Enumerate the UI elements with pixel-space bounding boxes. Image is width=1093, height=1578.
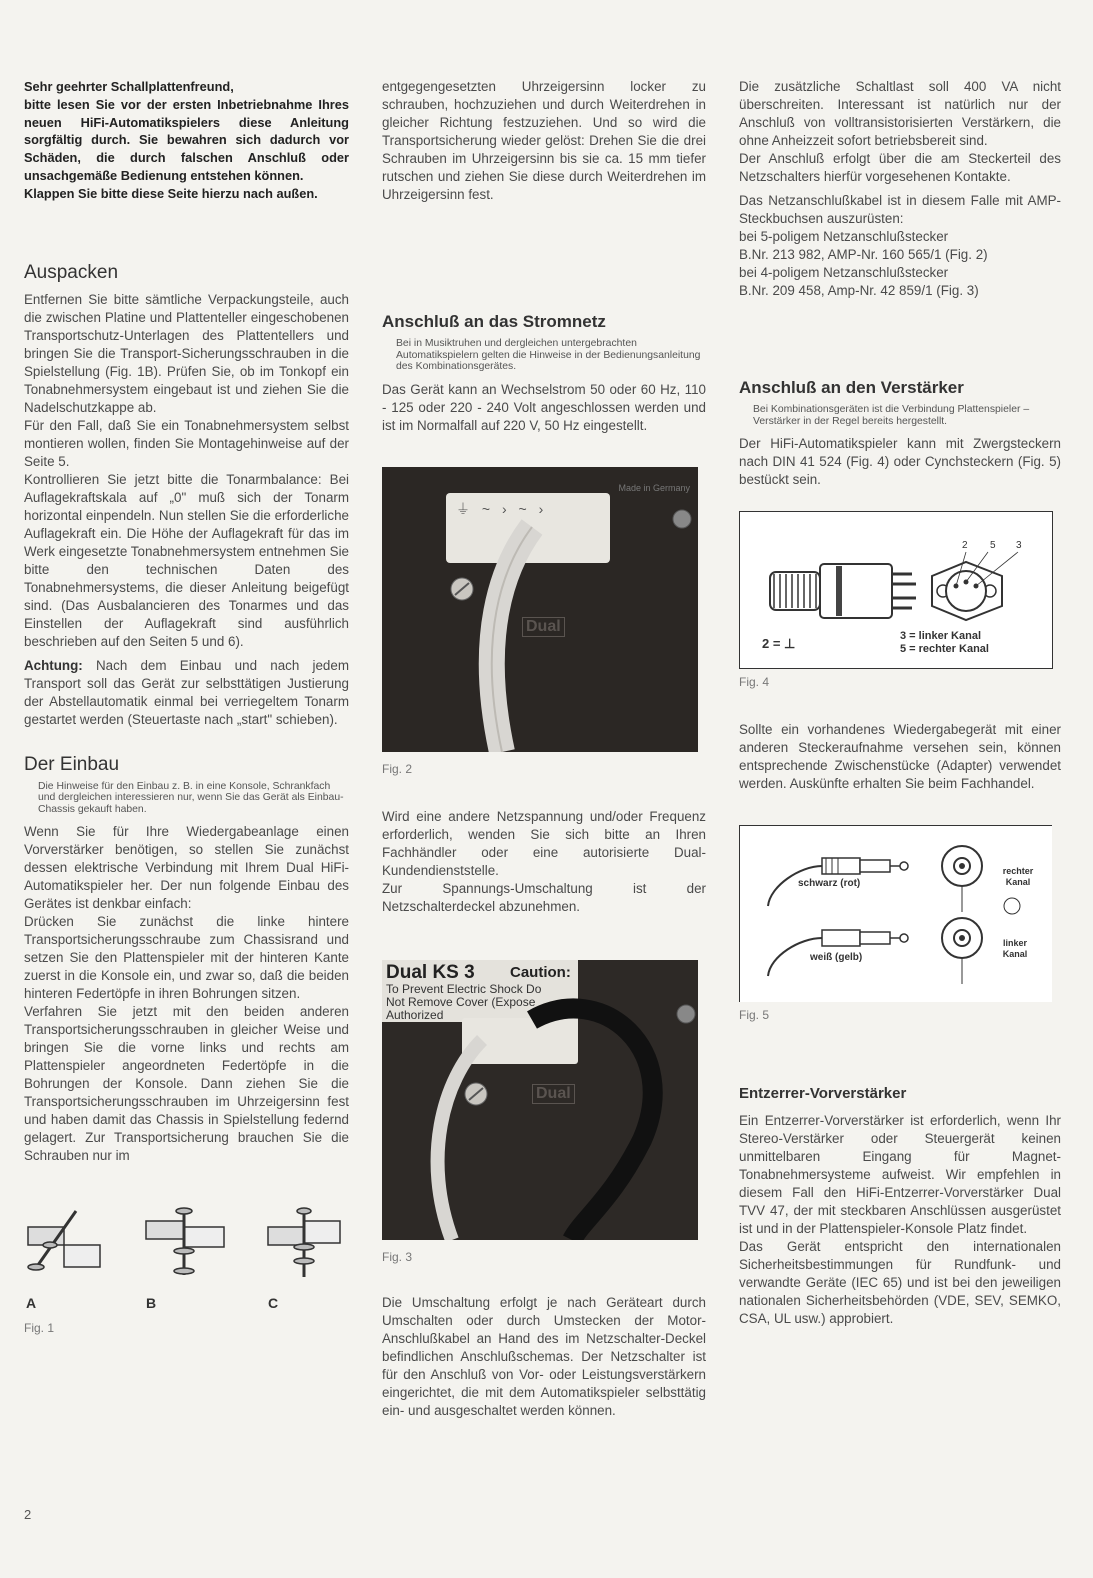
intro-instruction: Klappen Sie bitte diese Seite hierzu nach außen. <box>24 185 318 201</box>
strom-note: Bei in Musiktruhen und dergleichen untergebrachten Automatikspielern gelten die Hinweise in der Bedienungsanleitung des Kombinationsgerätes. <box>396 338 701 372</box>
auspacken-heading: Auspacken <box>24 261 119 283</box>
fig3-line: Not Remove Cover (Expose <box>386 994 536 1009</box>
fig5-black-plug-label: schwarz (rot) <box>798 878 861 889</box>
intro-text: bitte lesen Sie vor der ersten Inbetriebnahme Ihres neuen HiFi-Automatikspielers diese Anleitung sorgfältig durch. Sie bewahren sich dadurch vor Schäden, die durch falschen Anschluß oder unsachgemäße Bedienung entstehen können. <box>24 96 349 183</box>
fig1-caption: Fig. 1 <box>24 1321 55 1336</box>
fig4-pin-5: 5 <box>990 540 996 551</box>
strom-heading: Anschluß an das Stromnetz <box>382 312 606 331</box>
fig1-label-a: A <box>26 1295 37 1312</box>
fig3-photo <box>382 960 698 1240</box>
fig3-line: Authorized <box>386 1007 444 1022</box>
fig1-screw-b <box>146 1208 224 1275</box>
fig2-cable <box>382 467 698 752</box>
auspacken-paragraph: Für den Fall, daß Sie ein Tonabnehmersystem selbst montieren wollen, finden Sie Montagehinweise auf der Seite 5. <box>24 417 349 469</box>
fig3-caption: Fig. 3 <box>382 1249 413 1264</box>
intro-block <box>24 78 349 203</box>
schaltlast-text: Die zusätzliche Schaltlast soll 400 VA nicht überschreiten. Interessant ist natürlich nur der Anschluß von volltransistorisierten Verstärkern, die ohne Anheizzeit sofort betriebsbereit sind. <box>739 79 1061 148</box>
fig1-screw-a <box>28 1211 100 1270</box>
anschluss-text: Der Anschluß erfolgt über die am Steckerteil des Netzschalters hierfür vorgesehenen Kontakte. <box>739 151 1061 184</box>
fig4-caption: Fig. 4 <box>739 675 770 689</box>
column-3 <box>739 78 1061 1328</box>
fig2-caption: Fig. 2 <box>382 761 413 776</box>
continuation-text: entgegengesetzten Uhrzeigersinn locker zu schrauben, hochzuziehen und durch Weiterdrehen in gleicher Richtung festzuziehen. Und so wird die Transportsicherung wieder gelöst: Drehen Sie die drei Schrauben im Uhrzeigersinn bis sie ca. 15 mm tiefer rutschen und ziehen Sie diese durch Weiterdrehen im Uhrzeigersinn fest. <box>382 79 706 202</box>
auspacken-paragraph: Entfernen Sie bitte sämtliche Verpackungsteile, auch die zwischen Platine und Plattenteller eingeschobenen Transportschutz-Unterlagen des Plattentellers und bringen Sie die Transport-Sicherungsschrauben in die Spielstellung (Fig. 1B). Prüfen Sie, ob im Tonkopf ein Tonabnehmersystem eingebaut ist und ziehen Sie die Nadelschutzkappe ab. <box>24 291 349 415</box>
fig5-diagram <box>739 825 1052 1002</box>
fig5-right-channel: rechter Kanal <box>1002 866 1034 887</box>
einbau-heading: Der Einbau <box>24 753 120 775</box>
auspacken-paragraph: Kontrollieren Sie jetzt bitte die Tonarmbalance: Bei Auflagekraftskala auf „0" muß sich der Tonarm horizontal einpendeln. Nun stellen Sie die erforderliche Auflagekraft ein. Die Höhe der Auflagekraft für das im Werk eingesetzte Tonabnehmersystem entnehmen Sie bitte den technischen Daten des Tonabnehmersystems, die dieser Anleitung beigefügt sind. (Das Ausbalancieren des Tonarmes und das Einstellen der Auflagekraft sind ausführlich beschrieben auf den Seiten 5 und 6). <box>24 471 349 649</box>
fig2-dual-logo: Dual <box>522 617 565 637</box>
einbau-paragraph: Drücken Sie zunächst die linke hintere Transportsicherungsschraube zum Chassisrand und setzen Sie den Plattenspieler mit der hinteren Kante zuerst in die Konsole ein, und zwar so, daß die beiden hinteren Federtöpfe in ihren Bohrungen sitzen. <box>24 914 349 1002</box>
column-1 <box>24 78 349 1335</box>
fig4-diagram <box>739 511 1053 669</box>
amp-line: Das Netzanschlußkabel ist in diesem Falle mit AMP-Steckbuchsen auszurüsten: <box>739 193 1061 226</box>
amp-line: B.Nr. 209 458, Amp-Nr. 42 859/1 (Fig. 3) <box>739 283 979 298</box>
fig4-left-channel: 3 = linker Kanal <box>900 630 982 642</box>
fig1-label-b: B <box>146 1295 157 1312</box>
entzerrer-heading: Entzerrer-Vorverstärker <box>739 1085 907 1102</box>
column-2 <box>382 78 706 1420</box>
fig5-left-channel: linker Kanal <box>1002 938 1028 959</box>
umschaltung-text: Die Umschaltung erfolgt je nach Geräteart durch Umschalten oder durch Umstecken der Motor-Anschlußkabel an Hand des im Netzschalter-Deckel befindlichen Anschlußschemas. Der Netzschalter ist für den Anschluß von Vor- oder Leistungsverstärkern eingerichtet, die mit dem Automatikspieler selbsttätig ein- und ausgeschaltet werden können. <box>382 1294 706 1418</box>
fig4-pin-2: 2 <box>962 540 968 551</box>
strom-text: Das Gerät kann an Wechselstrom 50 oder 60 Hz, 110 - 125 oder 220 - 240 Volt angeschlossen werden und ist im Normalfall auf 220 V, 50 Hz eingestellt. <box>382 381 706 433</box>
fig2-photo <box>382 467 698 752</box>
fig2-socket-symbols: ⏚ ~ › ~ › <box>456 500 548 517</box>
fig4-ground-label: 2 = ⊥ <box>762 636 796 651</box>
amp-line: bei 5-poligem Netzanschlußstecker <box>739 229 949 244</box>
amp-line: B.Nr. 213 982, AMP-Nr. 160 565/1 (Fig. 2) <box>739 247 988 262</box>
fig1-label-c: C <box>268 1295 279 1312</box>
achtung-paragraph <box>24 657 349 729</box>
entzerrer-paragraph: Ein Entzerrer-Vorverstärker ist erforderlich, wenn Ihr Stereo-Verstärker oder Steuergerät keinen unmittelbaren Eingang für Magnet-Tonabnehmersysteme aufweist. Wir empfehlen in diesem Fall den HiFi-Entzerrer-Vorverstärker Dual TVV 47, der mit steckbaren Anschlüssen ausgerüstet ist und in der Plattenspieler-Konsole Platz findet. <box>739 1113 1061 1236</box>
amp-line: bei 4-poligem Netzanschlußstecker <box>739 265 949 280</box>
fig5-cinch-plugs <box>740 826 1052 1002</box>
verstaerker-heading: Anschluß an den Verstärker <box>739 378 964 397</box>
einbau-note: Die Hinweise für den Einbau z. B. in eine Konsole, Schrankfach und dergleichen interessieren nur, wenn Sie das Gerät als Einbau-Chassis gekauft haben. <box>38 780 344 815</box>
fig3-line: To Prevent Electric Shock Do <box>386 981 542 996</box>
netz-paragraph: Wird eine andere Netzspannung und/oder Frequenz erforderlich, wenden Sie sich bitte an Ihren Fachhändler oder eine autorisierte Dual-Kundendienststelle. <box>382 808 706 878</box>
verstaerker-note: Bei Kombinationsgeräten ist die Verbindung Plattenspieler – Verstärker in der Regel bereits hergestellt. <box>753 404 1030 427</box>
fig5-white-plug-label: weiß (gelb) <box>810 952 863 963</box>
intro-salutation: Sehr geehrter Schallplattenfreund, <box>24 79 234 94</box>
page-number: 2 <box>24 1507 32 1522</box>
fig3-dual-logo: Dual <box>532 1084 575 1104</box>
netz-paragraph: Zur Spannungs-Umschaltung ist der Netzschalterdeckel abzunehmen. <box>382 880 706 914</box>
fig2-plate-text: Made in Germany <box>618 482 690 493</box>
einbau-paragraph: Wenn Sie für Ihre Wiedergabeanlage einen Vorverstärker benötigen, so stellen Sie zunächst dessen elektrische Verbindung mit Ihrem Dual HiFi-Automatikspieler her. Der nun folgende Einbau des Gerätes ist denkbar einfach: <box>24 824 349 912</box>
adapter-text: Sollte ein vorhandenes Wiedergabegerät mit einer anderen Steckeraufnahme versehen sein, können entsprechende Zwischenstücke (Adapter) verwendet werden. Auskünfte erhalten Sie beim Fachhandel. <box>739 722 1061 791</box>
fig1 <box>24 1205 349 1315</box>
fig4-pin-3: 3 <box>1016 540 1022 551</box>
fig3-title: Dual KS 3 <box>386 961 475 983</box>
fig3-caution: Caution: <box>510 963 571 981</box>
fig1-screw-c <box>268 1208 340 1277</box>
einbau-paragraph: Verfahren Sie jetzt mit den beiden anderen Transportsicherungsschrauben in gleicher Weise und bringen Sie die vorne links und rechts am Plattenspieler angeordneten Federtöpfe in die Bohrungen der Konsole. Dann ziehen Sie die Transportsicherungsschrauben im Uhrzeigersinn fest und haben damit das Chassis in Spielstellung federnd gelagert. Zur Transportsicherung brauchen Sie die Schrauben nur im <box>24 1004 349 1164</box>
achtung-label: Achtung: <box>24 657 83 673</box>
fig5-caption: Fig. 5 <box>739 1008 770 1022</box>
entzerrer-paragraph: Das Gerät entspricht den internationalen Sicherheitsbestimmungen für Rundfunk- und verwandte Geräte (IEC 65) und ist bei den jeweiligen nationalen Sicherheitsbehörden (VDE, SEV, SEMKO, CSA, UL usw.) approbiert. <box>739 1239 1061 1326</box>
achtung-text: Nach dem Einbau und nach jedem Transport soll das Gerät zur selbsttätigen Justierung der Abstellautomatik einmal bei verriegeltem Tonarm gestartet werden (Steuertaste nach „start" schieben). <box>24 657 349 727</box>
fig4-right-channel: 5 = rechter Kanal <box>900 643 989 655</box>
fig1-screw-illustrations <box>24 1205 344 1285</box>
verstaerker-text: Der HiFi-Automatikspieler kann mit Zwergsteckern nach DIN 41 524 (Fig. 4) oder Cynchsteckern (Fig. 5) bestückt sein. <box>739 436 1061 487</box>
